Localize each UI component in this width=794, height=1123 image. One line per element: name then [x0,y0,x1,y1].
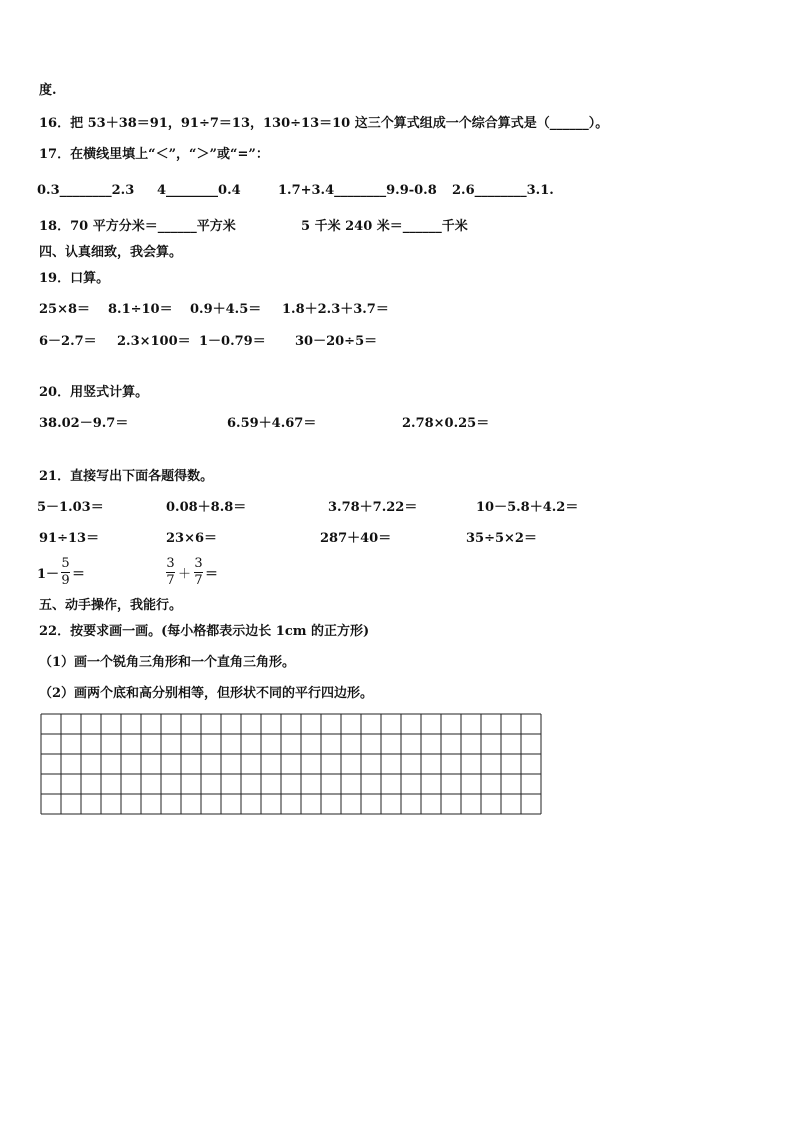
question-16: 16．把 53＋38＝91，91÷7＝13，130÷13＝10 这三个算式组成一个综合算式是（______）。 [39,116,609,131]
q19-item: 1－0.79＝ [199,334,266,349]
fraction [166,557,175,588]
q19-item: 2.3×100＝ [117,334,191,349]
q20-item: 2.78×0.25＝ [402,416,490,431]
q21-prefix: 1－ [37,567,60,582]
question-21: 21．直接写出下面各题得数。 [39,469,214,484]
q17-item: 2.6________3.1. [452,183,554,198]
q19-item: 8.1÷10＝ [108,302,173,317]
fraction-denominator: 7 [194,573,203,588]
q21-item: 287＋40＝ [320,531,392,546]
fraction [194,557,203,588]
question-22-part-1: （1）画一个锐角三角形和一个直角三角形。 [39,655,296,670]
q19-item: 1.8＋2.3＋3.7＝ [282,302,389,317]
question-20: 20．用竖式计算。 [39,385,149,400]
q21-item: 0.08＋8.8＝ [166,500,247,515]
q17-item: 0.3________2.3 [37,183,135,198]
q21-item: 35÷5×2＝ [466,531,537,546]
equals-sign: ＝ [72,567,86,582]
q21-item: 10－5.8＋4.2＝ [476,500,579,515]
q21-item: 23×6＝ [166,531,218,546]
q17-item: 4________0.4 [157,183,241,198]
fraction [61,557,70,588]
equals-sign: ＝ [205,567,219,582]
q21-fraction-item-b [164,557,218,588]
plus-sign: ＋ [178,567,192,582]
question-22-part-2: （2）画两个底和高分别相等，但形状不同的平行四边形。 [39,686,374,701]
question-19: 19．口算。 [39,271,110,286]
q19-item: 0.9＋4.5＝ [190,302,262,317]
q19-item: 30－20÷5＝ [295,334,378,349]
q19-item: 6－2.7＝ [39,334,97,349]
fraction-denominator: 7 [166,573,175,588]
question-22: 22．按要求画一画。(每小格都表示边长 1cm 的正方形) [39,624,370,639]
text-line: 度. [39,83,57,98]
fraction-denominator: 9 [61,573,70,588]
fraction-numerator: 3 [194,556,203,571]
q21-item: 3.78＋7.22＝ [328,500,418,515]
q21-item: 91÷13＝ [39,531,100,546]
question-17: 17．在横线里填上“＜”，“＞”或“=”： [39,147,269,162]
q21-fraction-item-a [37,557,85,588]
q20-item: 38.02－9.7＝ [39,416,129,431]
question-18a: 18．70 平方分米＝______平方米 [39,219,236,234]
q20-item: 6.59＋4.67＝ [227,416,317,431]
fraction-numerator: 5 [61,556,70,571]
section-heading: 五、动手操作，我能行。 [39,598,183,613]
square-grid [40,713,542,815]
section-heading: 四、认真细致，我会算。 [39,245,183,260]
fraction-numerator: 3 [166,556,175,571]
q17-item: 1.7+3.4________9.9-0.8 [278,183,437,198]
q21-item: 5－1.03＝ [37,500,104,515]
question-18b: 5 千米 240 米＝______千米 [301,219,468,234]
q19-item: 25×8＝ [39,302,91,317]
